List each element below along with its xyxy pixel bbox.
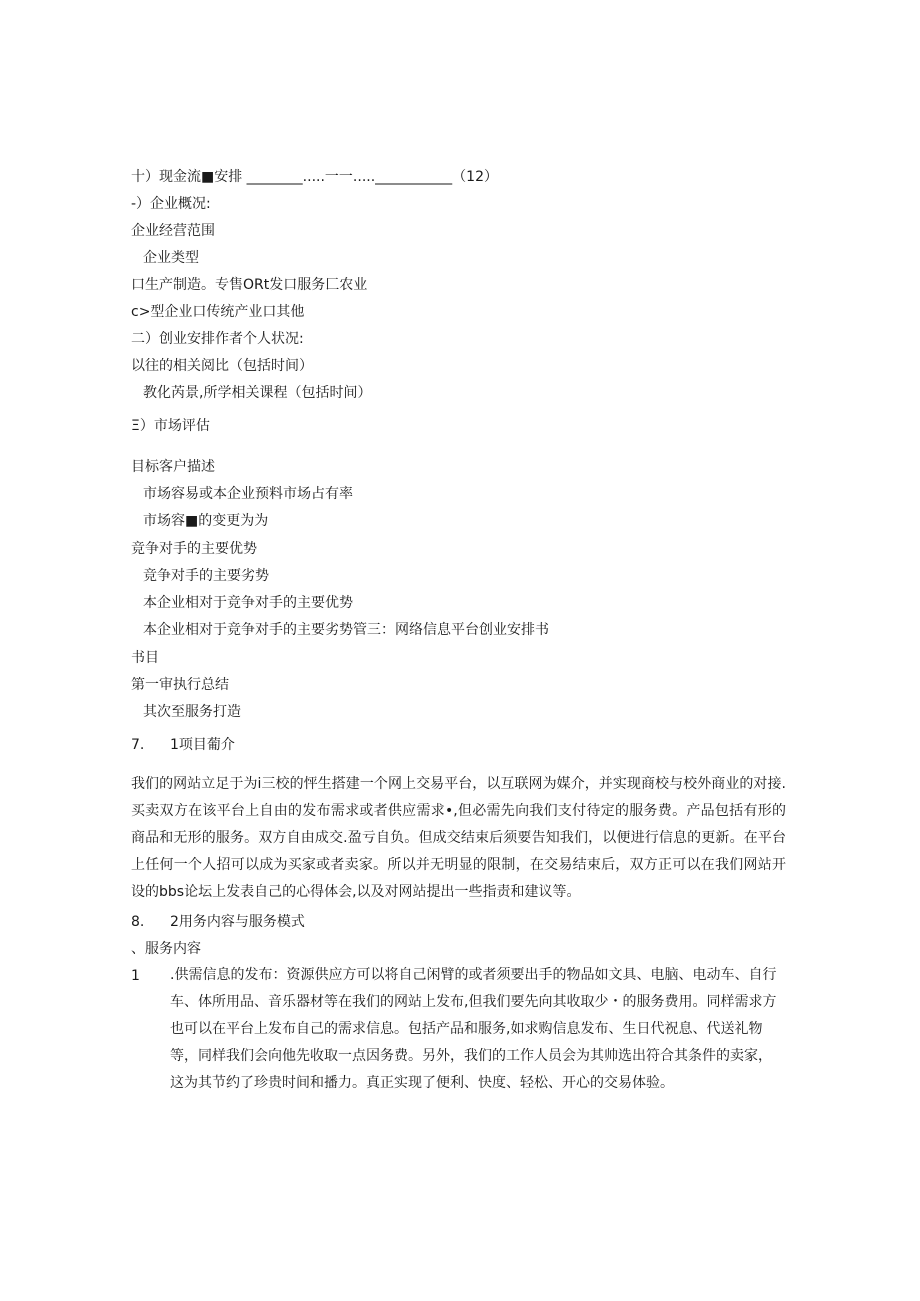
text-type-options-2: c>型企业口传统产业口其他 <box>131 304 305 320</box>
text-past-experience: 以往的相关阅比（包括时间） <box>131 358 313 374</box>
item-1-text: .供需信息的发布：资源供应方可以将自己闲臂的或者须要出手的物品如文具、电脑、电动车、自行车、体所用品、音乐器材等在我们的网站上发布,但我们要先向其收取少・的服务费用。同样需求方也可以在平台上发布自己的需求信息。包括产品和服务,如求购信息发布、生日代祝息、代送礼物等，同样我们会向他先收取一点因务费。另外，我们的工作人员会为其帅选出符合其条件的卖家，这为其节约了珍贵时间和播力。真正实现了便利、快度、轻松、开心的交易体验。 <box>170 967 777 1091</box>
heading-market-evaluation: Ξ）市场评估 <box>131 418 210 434</box>
intro-paragraph: 我们的网站立足于为i三校的怦生搭建一个网上交易平台，以互联网为媒介，并实现商校与校外商业的对接.买卖双方在该平台上自由的发布需求或者供应需求•,但必需先向我们支付待定的服务费。产品包括有形的商品和无形的服务。双方自由成交.盈亏自负。但成交结束后须要告知我们，以便进行信息的更新。在平台上任何一个人招可以成为买家或者卖家。所以并无明显的限制，在交易结束后，双方正可以在我们网站开设的bbs论坛上发表自己的心得体会,以及对网站提出一些指责和建议等。 <box>131 776 786 900</box>
text-education-background: 教化芮景,所学相关课程（包括时间） <box>143 385 372 401</box>
text-competitor-weaknesses: 竞争对手的主要劣势 <box>143 568 269 584</box>
text-target-customers: 目标客户描述 <box>131 459 215 475</box>
section-7-number: 7. <box>131 737 145 753</box>
text-our-weaknesses-title: 本企业相对于竞争对手的主要劣势管三：网络信息平台创业安排书 <box>143 622 549 638</box>
text-market-change: 市场容■的变更为为 <box>143 513 269 529</box>
item-1-number: 1 <box>131 968 140 984</box>
text-table-of-contents: 书目 <box>131 650 159 666</box>
text-service-building: 其次至服务打造 <box>143 704 241 720</box>
text-business-scope: 企业经营范围 <box>131 223 215 239</box>
section-8-number: 8. <box>131 914 145 930</box>
text-type-options-1: 口生产制造。专售ORt发口服务匚农业 <box>131 277 368 293</box>
toc-line-cash-flow: 十）现金流■安排 ________.....一一.....___________（12） <box>131 169 498 185</box>
heading-company-overview: -）企业概况: <box>131 196 211 212</box>
section-7-title: 1项目葡介 <box>170 737 235 753</box>
heading-service-content: 、服务内容 <box>131 941 201 957</box>
text-our-strengths: 本企业相对于竞争对手的主要优势 <box>143 595 353 611</box>
heading-founder-status: 二）创业安排作者个人状况: <box>131 331 304 347</box>
text-executive-summary: 第一审执行总结 <box>131 677 229 693</box>
text-market-share: 市场容易或本企业预料市场占有率 <box>143 486 353 502</box>
text-company-type: 企业类型 <box>143 250 199 266</box>
text-competitor-strengths: 竞争对手的主要优势 <box>131 541 257 557</box>
section-8-title: 2用务内容与服务模式 <box>170 914 305 930</box>
